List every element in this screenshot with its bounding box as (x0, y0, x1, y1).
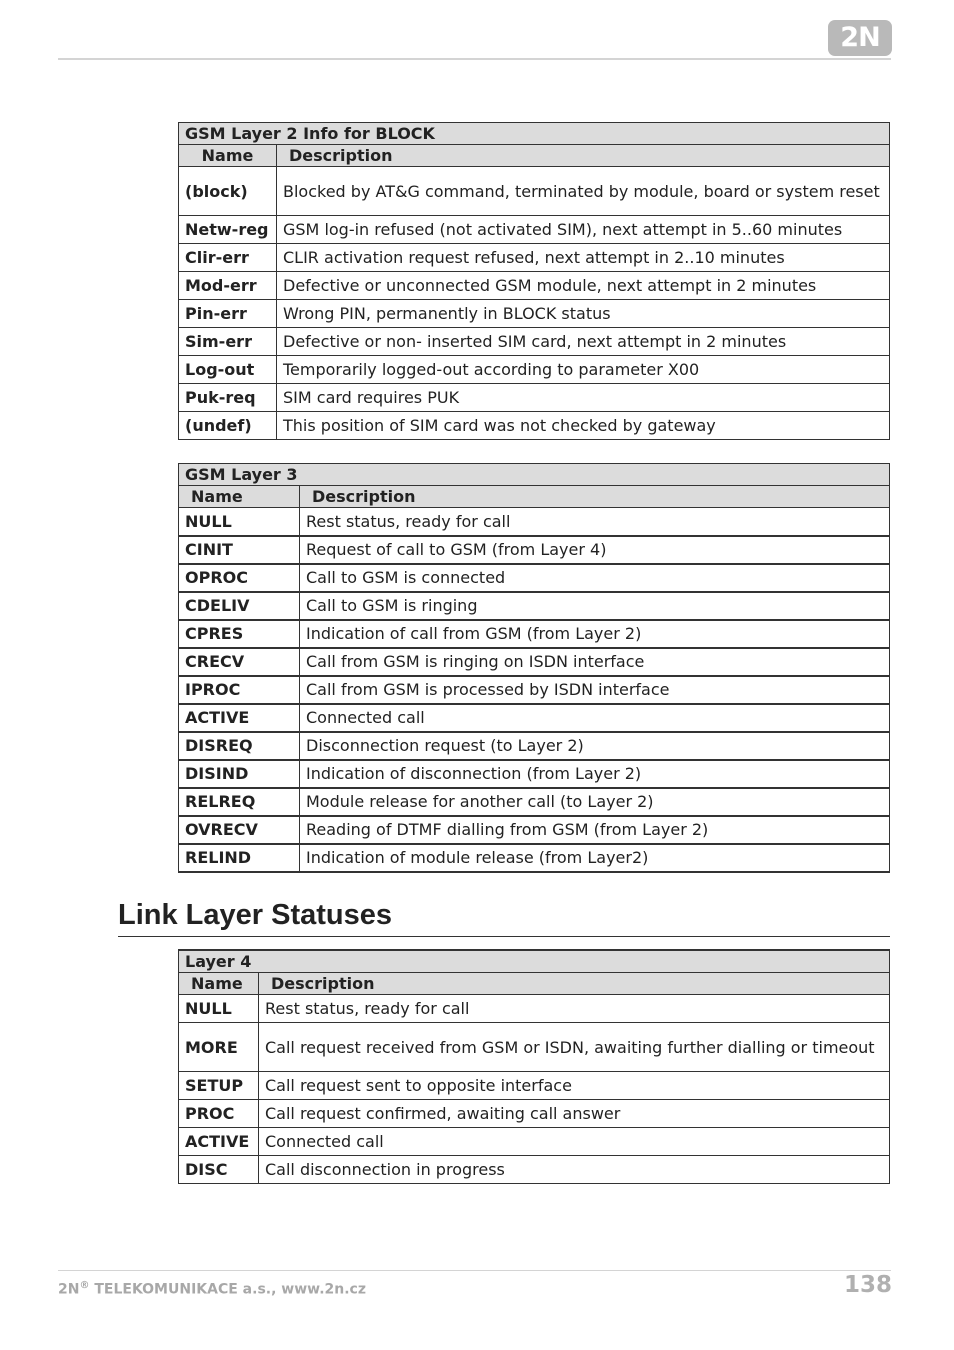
status-name: Sim-err (179, 328, 277, 356)
status-description: Module release for another call (to Layer 2) (300, 788, 890, 816)
status-name: RELREQ (179, 788, 300, 816)
status-description: Call request confirmed, awaiting call answer (259, 1100, 890, 1128)
status-description: SIM card requires PUK (277, 384, 890, 412)
status-name: IPROC (179, 676, 300, 704)
status-name: OPROC (179, 564, 300, 592)
column-header-description: Description (259, 973, 890, 995)
status-name: RELIND (179, 844, 300, 872)
status-description: Temporarily logged-out according to parameter X00 (277, 356, 890, 384)
footer-divider (58, 1270, 891, 1271)
table-row (179, 216, 890, 244)
column-header-name: Name (179, 486, 300, 508)
column-header-description: Description (277, 145, 890, 167)
status-name: SETUP (179, 1072, 259, 1100)
gsm-layer2-block-table (178, 122, 890, 440)
table-row (179, 244, 890, 272)
status-name: MORE (179, 1023, 259, 1072)
table-row (179, 564, 890, 592)
status-description: Connected call (300, 704, 890, 732)
status-description: Rest status, ready for call (259, 995, 890, 1023)
status-name: Log-out (179, 356, 277, 384)
table-row (179, 648, 890, 676)
table-row (179, 328, 890, 356)
table-row (179, 1156, 890, 1184)
table-row (179, 1072, 890, 1100)
header-divider (58, 58, 891, 60)
status-description: Call request sent to opposite interface (259, 1072, 890, 1100)
status-description: Call request received from GSM or ISDN, awaiting further dialling or timeout (259, 1023, 890, 1072)
table-row (179, 704, 890, 732)
table-row (179, 167, 890, 216)
status-name: Mod-err (179, 272, 277, 300)
status-name: DISREQ (179, 732, 300, 760)
status-name: Clir-err (179, 244, 277, 272)
status-description: Disconnection request (to Layer 2) (300, 732, 890, 760)
table-title: GSM Layer 3 (179, 464, 890, 486)
status-name: ACTIVE (179, 1128, 259, 1156)
status-description: CLIR activation request refused, next attempt in 2..10 minutes (277, 244, 890, 272)
status-description: Indication of call from GSM (from Layer 2) (300, 620, 890, 648)
status-name: ACTIVE (179, 704, 300, 732)
footer-company-rest: TELEKOMUNIKACE a.s., www.2n.cz (89, 1281, 366, 1298)
table-row (179, 508, 890, 536)
status-description: Request of call to GSM (from Layer 4) (300, 536, 890, 564)
table-title: Layer 4 (179, 950, 890, 973)
table-row (179, 1128, 890, 1156)
table-row (179, 1100, 890, 1128)
status-name: Puk-req (179, 384, 277, 412)
status-name: NULL (179, 995, 259, 1023)
table-row (179, 536, 890, 564)
status-description: Defective or non- inserted SIM card, next attempt in 2 minutes (277, 328, 890, 356)
footer-company (58, 1280, 366, 1298)
status-description: Reading of DTMF dialling from GSM (from Layer 2) (300, 816, 890, 844)
status-name: DISC (179, 1156, 259, 1184)
status-name: CDELIV (179, 592, 300, 620)
status-description: Defective or unconnected GSM module, next attempt in 2 minutes (277, 272, 890, 300)
status-description: This position of SIM card was not checked by gateway (277, 412, 890, 440)
status-name: DISIND (179, 760, 300, 788)
status-name: NULL (179, 508, 300, 536)
status-description: Connected call (259, 1128, 890, 1156)
section-heading: Link Layer Statuses (118, 899, 392, 931)
table-row (179, 760, 890, 788)
gsm-layer3-table (178, 463, 890, 873)
registered-mark: ® (79, 1280, 90, 1291)
column-header-description: Description (300, 486, 890, 508)
status-name: (block) (179, 167, 277, 216)
table-row (179, 592, 890, 620)
status-description: Blocked by AT&G command, terminated by module, board or system reset (277, 167, 890, 216)
table-row (179, 384, 890, 412)
status-name: PROC (179, 1100, 259, 1128)
status-name: Pin-err (179, 300, 277, 328)
section-heading-underline (118, 936, 890, 937)
table-row (179, 300, 890, 328)
status-description: Call from GSM is processed by ISDN interface (300, 676, 890, 704)
table-row (179, 272, 890, 300)
table-row (179, 844, 890, 872)
table-title: GSM Layer 2 Info for BLOCK (179, 123, 890, 145)
status-description: GSM log-in refused (not activated SIM), next attempt in 5..60 minutes (277, 216, 890, 244)
status-name: CPRES (179, 620, 300, 648)
table-row (179, 356, 890, 384)
status-name: (undef) (179, 412, 277, 440)
status-name: CRECV (179, 648, 300, 676)
status-name: Netw-reg (179, 216, 277, 244)
table-row (179, 412, 890, 440)
layer4-table (178, 949, 890, 1184)
page-number: 138 (843, 1272, 892, 1298)
status-description: Indication of module release (from Layer2) (300, 844, 890, 872)
footer-company-prefix: 2N (58, 1281, 80, 1298)
table-row (179, 816, 890, 844)
table-row (179, 676, 890, 704)
table-row (179, 1023, 890, 1072)
column-header-name: Name (179, 973, 259, 995)
status-description: Indication of disconnection (from Layer 2) (300, 760, 890, 788)
status-description: Call to GSM is connected (300, 564, 890, 592)
status-name: OVRECV (179, 816, 300, 844)
status-description: Call from GSM is ringing on ISDN interface (300, 648, 890, 676)
table-row (179, 732, 890, 760)
column-header-name: Name (179, 145, 277, 167)
status-name: CINIT (179, 536, 300, 564)
table-row (179, 995, 890, 1023)
status-description: Wrong PIN, permanently in BLOCK status (277, 300, 890, 328)
status-description: Call to GSM is ringing (300, 592, 890, 620)
company-logo: 2N (828, 20, 892, 56)
table-row (179, 620, 890, 648)
table-row (179, 788, 890, 816)
status-description: Call disconnection in progress (259, 1156, 890, 1184)
status-description: Rest status, ready for call (300, 508, 890, 536)
